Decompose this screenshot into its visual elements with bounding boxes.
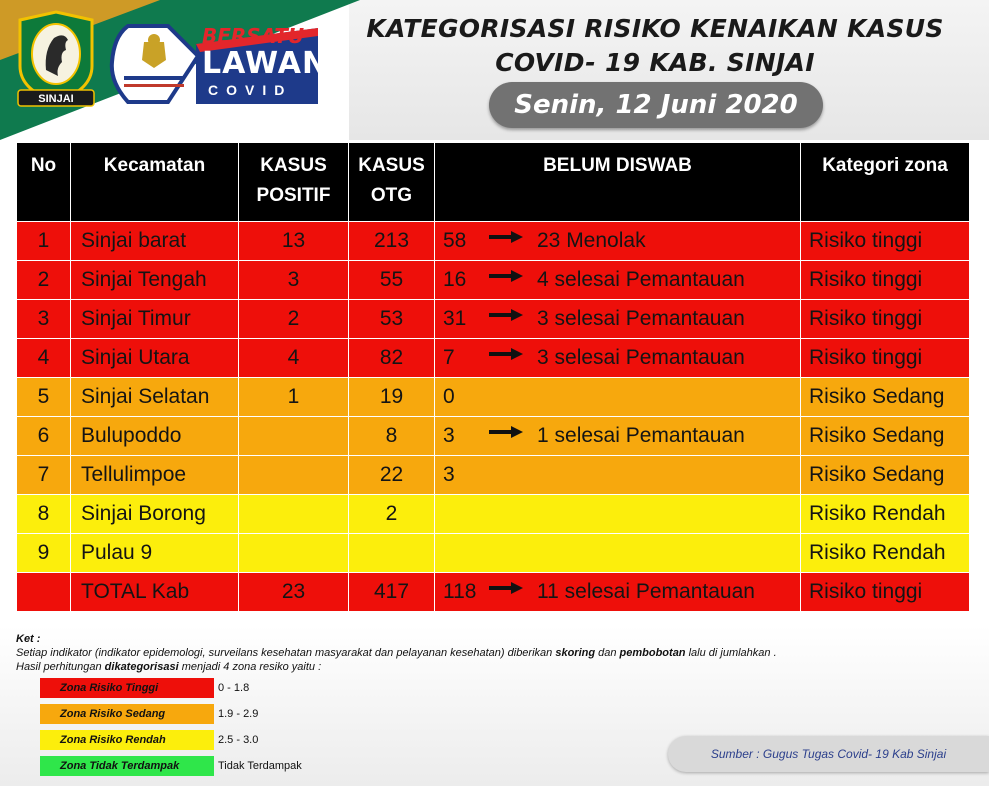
- notes-line1-bold-a: skoring: [555, 647, 596, 659]
- cell-no: 9: [17, 534, 71, 573]
- cell-belum-diswab: [435, 417, 801, 456]
- cell-kasus-positif: 3: [239, 261, 349, 300]
- header-kasus-otg-l2: OTG: [370, 185, 413, 206]
- cell-kecamatan: Sinjai barat: [71, 222, 239, 261]
- cell-kasus-positif: 2: [239, 300, 349, 339]
- arrow-wrap: [489, 270, 537, 282]
- belum-diswab-count: 3: [443, 463, 455, 486]
- cell-kategori-zona: Risiko Rendah: [801, 534, 970, 573]
- arrow-right-icon: [489, 309, 523, 321]
- header-kasus-positif-l2: POSITIF: [256, 185, 331, 206]
- header-kategori-zona: Kategori zona: [801, 143, 970, 222]
- arrow-right-icon: [489, 426, 523, 438]
- cell-no: 6: [17, 417, 71, 456]
- cell-kasus-positif: 23: [239, 573, 349, 612]
- cell-no: 5: [17, 378, 71, 417]
- belum-diswab-note: 3 selesai Pemantauan: [537, 307, 745, 330]
- notes-line1: [16, 646, 777, 660]
- belum-diswab-note: 23 Menolak: [537, 229, 646, 252]
- cell-kasus-otg: 22: [349, 456, 435, 495]
- header-kasus-positif-l1: KASUS: [260, 155, 327, 176]
- page-title-line2: COVID- 19 KAB. SINJAI: [495, 48, 815, 77]
- notes-line1-text-a: Setiap indikator (indikator epidemologi, surveilans kesehatan masyarakat dan pelayanan kesehatan) diberikan: [16, 647, 556, 659]
- legend-range: 0 - 1.8: [218, 682, 250, 694]
- legend-item: [40, 704, 370, 726]
- arrow-wrap: [489, 348, 537, 360]
- notes-line1-text-b: dan: [595, 647, 620, 659]
- cell-belum-diswab: [435, 456, 801, 495]
- campaign-logo-line2: LAWAN: [202, 46, 329, 81]
- belum-diswab-note: 3 selesai Pemantauan: [537, 346, 745, 369]
- cell-belum-diswab: [435, 534, 801, 573]
- cell-kategori-zona: Risiko tinggi: [801, 573, 970, 612]
- belum-diswab-count: 0: [443, 385, 455, 408]
- cell-belum-diswab: [435, 261, 801, 300]
- cell-kasus-otg: 19: [349, 378, 435, 417]
- notes-line2-text-a: Hasil perhitungan: [16, 661, 105, 673]
- belum-diswab-count: 31: [443, 307, 467, 330]
- notes-line1-bold-b: pembobotan: [619, 647, 686, 659]
- cell-kategori-zona: Risiko tinggi: [801, 261, 970, 300]
- table-row: [17, 339, 970, 378]
- bersatu-lawan-covid-logo: [108, 22, 329, 106]
- legend-swatch: Zona Risiko Rendah: [40, 730, 214, 750]
- legend-range: 2.5 - 3.0: [218, 734, 259, 746]
- arrow-right-icon: [489, 270, 523, 282]
- cell-belum-diswab: [435, 378, 801, 417]
- arrow-right-icon: [489, 348, 523, 360]
- header-kasus-otg-l1: KASUS: [358, 155, 425, 176]
- table-row: [17, 456, 970, 495]
- cell-no: 3: [17, 300, 71, 339]
- notes-line1-text-c: lalu di jumlahkan .: [685, 647, 777, 659]
- legend-item: [40, 678, 370, 700]
- sinjai-regency-logo: [14, 10, 98, 110]
- cell-kasus-positif: 1: [239, 378, 349, 417]
- cell-kategori-zona: Risiko tinggi: [801, 222, 970, 261]
- belum-diswab-count: 58: [443, 229, 467, 252]
- legend-swatch: Zona Risiko Sedang: [40, 704, 214, 724]
- cell-kasus-otg: 2: [349, 495, 435, 534]
- cell-belum-diswab: [435, 573, 801, 612]
- cell-kecamatan: TOTAL Kab: [71, 573, 239, 612]
- campaign-logo-line1: BERSATU: [202, 24, 305, 48]
- cell-kasus-otg: 8: [349, 417, 435, 456]
- legend-swatch: Zona Tidak Terdampak: [40, 756, 214, 776]
- cell-kecamatan: Sinjai Utara: [71, 339, 239, 378]
- cell-no: 4: [17, 339, 71, 378]
- sinjai-logo-label: SINJAI: [38, 93, 74, 105]
- cell-no: 7: [17, 456, 71, 495]
- cell-kecamatan: Tellulimpoe: [71, 456, 239, 495]
- risk-table: [16, 142, 970, 612]
- cell-belum-diswab: [435, 495, 801, 534]
- date-badge: Senin, 12 Juni 2020: [489, 82, 823, 128]
- table-row: [17, 261, 970, 300]
- source-badge: Sumber : Gugus Tugas Covid- 19 Kab Sinjai: [668, 736, 989, 772]
- cell-kategori-zona: Risiko tinggi: [801, 339, 970, 378]
- cell-kategori-zona: Risiko Sedang: [801, 417, 970, 456]
- cell-no: [17, 573, 71, 612]
- campaign-logo-line3: COVID: [208, 82, 293, 98]
- belum-diswab-count: 3: [443, 424, 455, 447]
- header-belum-diswab: BELUM DISWAB: [435, 143, 801, 222]
- table-total-row: [17, 573, 970, 612]
- cell-kasus-positif: 4: [239, 339, 349, 378]
- page-title: [360, 12, 950, 80]
- cell-kategori-zona: Risiko Rendah: [801, 495, 970, 534]
- cell-no: 1: [17, 222, 71, 261]
- legend-range: Tidak Terdampak: [218, 760, 302, 772]
- legend-item: [40, 756, 370, 778]
- cell-kasus-otg: 55: [349, 261, 435, 300]
- table-row: [17, 534, 970, 573]
- notes-ket: Ket :: [16, 633, 41, 645]
- cell-no: 8: [17, 495, 71, 534]
- belum-diswab-note: 1 selesai Pemantauan: [537, 424, 745, 447]
- cell-kasus-otg: [349, 534, 435, 573]
- cell-kasus-positif: [239, 534, 349, 573]
- cell-kecamatan: Sinjai Tengah: [71, 261, 239, 300]
- cell-kategori-zona: Risiko Sedang: [801, 378, 970, 417]
- cell-kategori-zona: Risiko tinggi: [801, 300, 970, 339]
- cell-kasus-positif: [239, 456, 349, 495]
- header-kecamatan: Kecamatan: [71, 143, 239, 222]
- cell-kecamatan: Pulau 9: [71, 534, 239, 573]
- arrow-wrap: [489, 582, 537, 594]
- table-row: [17, 495, 970, 534]
- belum-diswab-count: 7: [443, 346, 455, 369]
- arrow-wrap: [489, 231, 537, 243]
- belum-diswab-count: 16: [443, 268, 467, 291]
- table-row: [17, 222, 970, 261]
- cell-kasus-otg: 213: [349, 222, 435, 261]
- cell-kasus-positif: [239, 417, 349, 456]
- notes-line2-text-b: menjadi 4 zona resiko yaitu :: [178, 661, 322, 673]
- arrow-wrap: [489, 426, 537, 438]
- notes: [16, 632, 777, 674]
- page-title-line1: KATEGORISASI RISIKO KENAIKAN KASUS: [366, 14, 944, 43]
- cell-belum-diswab: [435, 339, 801, 378]
- cell-kecamatan: Sinjai Borong: [71, 495, 239, 534]
- arrow-wrap: [489, 309, 537, 321]
- table-header-row: [17, 143, 970, 222]
- belum-diswab-count: 118: [443, 580, 477, 603]
- table-row: [17, 378, 970, 417]
- cell-kasus-positif: 13: [239, 222, 349, 261]
- cell-kecamatan: Bulupoddo: [71, 417, 239, 456]
- legend-range: 1.9 - 2.9: [218, 708, 259, 720]
- cell-kecamatan: Sinjai Selatan: [71, 378, 239, 417]
- belum-diswab-note: 11 selesai Pemantauan: [537, 580, 755, 603]
- cell-belum-diswab: [435, 300, 801, 339]
- arrow-right-icon: [489, 582, 523, 594]
- legend-swatch: Zona Risiko Tinggi: [40, 678, 214, 698]
- cell-kasus-otg: 53: [349, 300, 435, 339]
- belum-diswab-note: 4 selesai Pemantauan: [537, 268, 745, 291]
- notes-line2: [16, 660, 777, 674]
- cell-no: 2: [17, 261, 71, 300]
- header-no: No: [17, 143, 71, 222]
- cell-kasus-positif: [239, 495, 349, 534]
- table-row: [17, 417, 970, 456]
- header-kasus-otg: [349, 143, 435, 222]
- legend-item: [40, 730, 370, 752]
- arrow-right-icon: [489, 231, 523, 243]
- cell-belum-diswab: [435, 222, 801, 261]
- cell-kasus-otg: 82: [349, 339, 435, 378]
- cell-kategori-zona: Risiko Sedang: [801, 456, 970, 495]
- cell-kecamatan: Sinjai Timur: [71, 300, 239, 339]
- header-kasus-positif: [239, 143, 349, 222]
- notes-line2-bold: dikategorisasi: [104, 661, 179, 673]
- table-row: [17, 300, 970, 339]
- cell-kasus-otg: 417: [349, 573, 435, 612]
